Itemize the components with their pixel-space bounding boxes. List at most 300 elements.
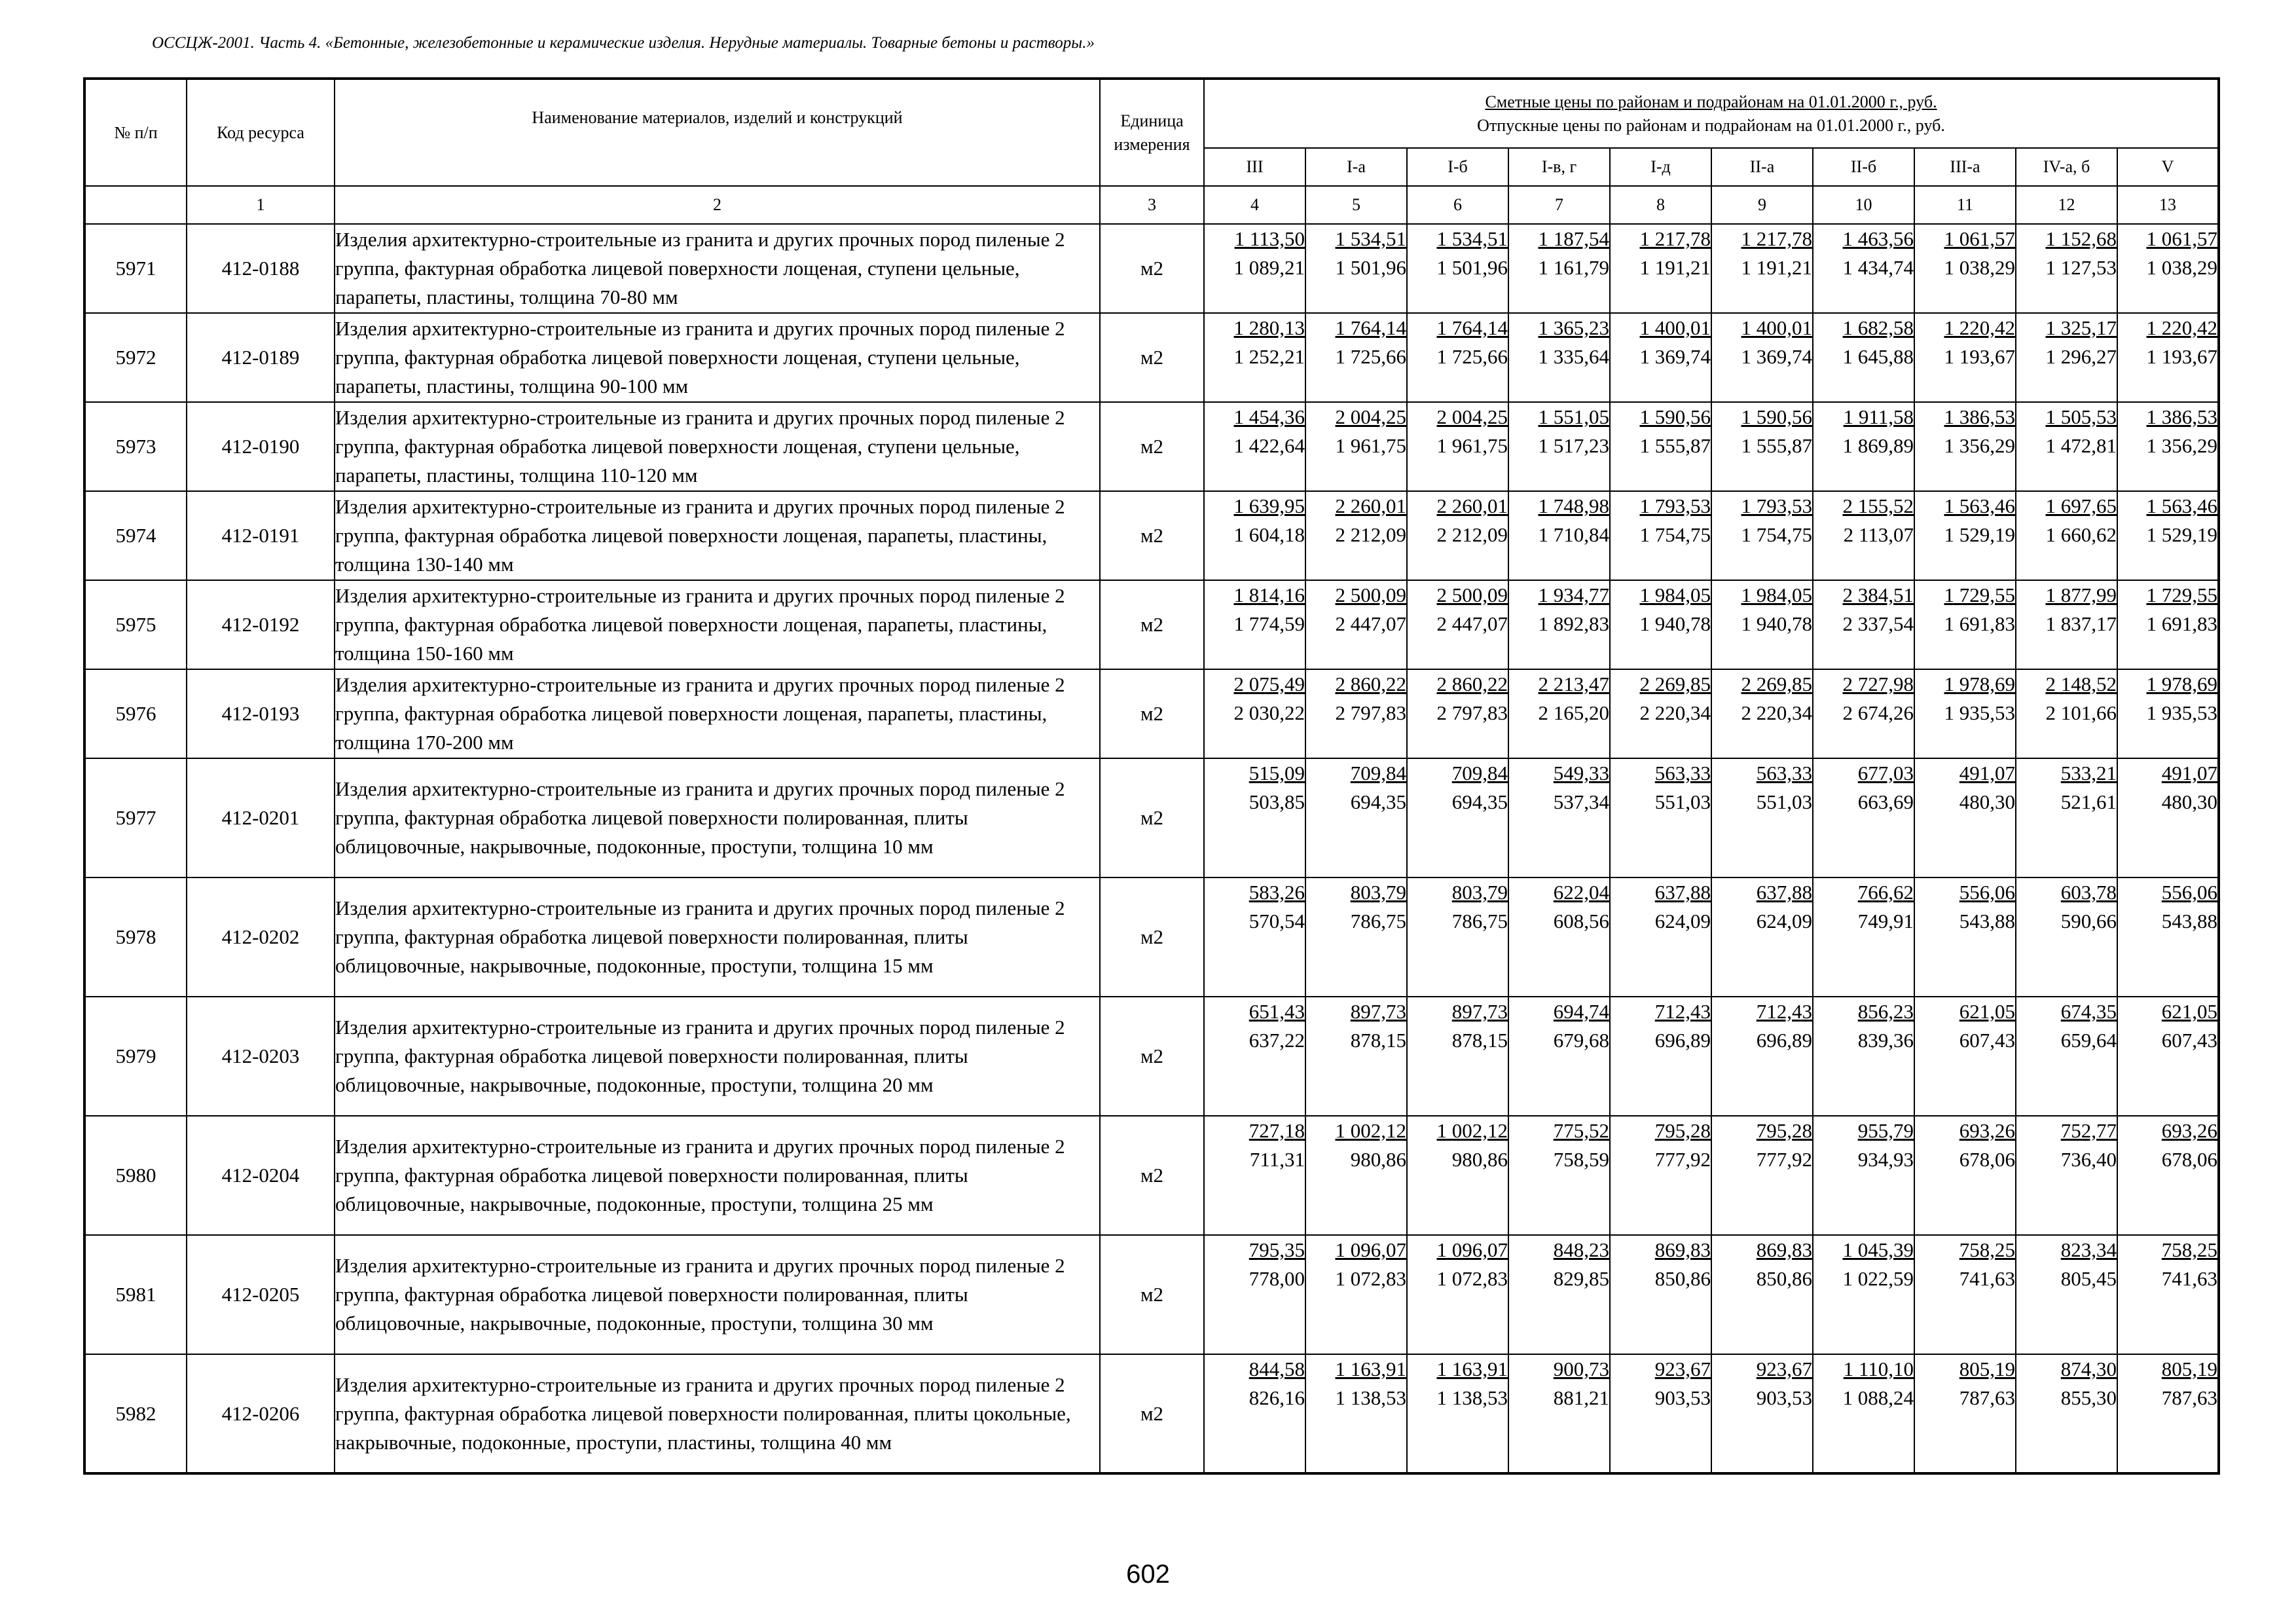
header-region: V [2117, 148, 2219, 186]
column-number: 2 [335, 186, 1100, 224]
price-cell [1305, 1354, 1407, 1473]
price-cell [1508, 491, 1610, 580]
unit-of-measure: м2 [1100, 402, 1204, 491]
estimate-price: 563,33 [1756, 762, 1812, 784]
price-cell [1711, 580, 1813, 669]
price-cell [2117, 313, 2219, 402]
estimate-price: 637,88 [1654, 881, 1711, 904]
estimate-price: 1 386,53 [1944, 405, 2015, 428]
estimate-price: 1 061,57 [2146, 227, 2218, 250]
price-cell [1813, 491, 1914, 580]
row-number: 5975 [84, 580, 187, 669]
price-cell [2117, 491, 2219, 580]
estimate-price: 1 217,78 [1639, 227, 1711, 250]
release-price: 624,09 [1756, 910, 1812, 932]
release-price: 480,30 [1959, 790, 2015, 813]
release-price: 741,63 [2161, 1267, 2218, 1290]
release-price: 741,63 [1959, 1267, 2015, 1290]
column-number: 7 [1508, 186, 1610, 224]
estimate-price: 694,74 [1553, 1000, 1609, 1023]
release-price: 537,34 [1553, 790, 1609, 813]
release-price: 1 369,74 [1741, 345, 1812, 368]
estimate-price: 803,79 [1350, 881, 1406, 904]
price-cell [1407, 313, 1508, 402]
price-cell [1813, 580, 1914, 669]
price-cell [1508, 997, 1610, 1116]
row-number: 5974 [84, 491, 187, 580]
release-price: 1 088,24 [1842, 1386, 1914, 1409]
estimate-price: 758,25 [1959, 1238, 2015, 1261]
estimate-price: 2 260,01 [1436, 494, 1508, 517]
material-name: Изделия архитектурно-строительные из гранита и других прочных пород пиленые 2 группа, фактурная обработка лицевой поверхности лощеная, ступени цельные, парапеты, пластины, толщина 70-80 мм [335, 224, 1100, 313]
estimate-price: 1 280,13 [1233, 316, 1305, 339]
estimate-price: 1 220,42 [2146, 316, 2218, 339]
price-cell [1914, 580, 2016, 669]
release-price: 1 725,66 [1335, 345, 1406, 368]
release-price: 608,56 [1553, 910, 1609, 932]
column-number: 12 [2016, 186, 2117, 224]
header-num: № п/п [84, 79, 187, 186]
release-price: 1 529,19 [2146, 523, 2218, 546]
release-price: 787,63 [1959, 1386, 2015, 1409]
release-price: 777,92 [1654, 1148, 1711, 1171]
header-region: I-д [1610, 148, 1711, 186]
release-price: 878,15 [1350, 1029, 1406, 1052]
column-number: 13 [2117, 186, 2219, 224]
estimate-price: 1 113,50 [1234, 227, 1305, 250]
release-price: 1 555,87 [1741, 434, 1812, 457]
row-number: 5978 [84, 877, 187, 997]
release-price: 1 089,21 [1233, 256, 1305, 279]
row-number: 5971 [84, 224, 187, 313]
estimate-price: 1 463,56 [1842, 227, 1914, 250]
release-price: 696,89 [1654, 1029, 1711, 1052]
release-price: 1 252,21 [1233, 345, 1305, 368]
row-number: 5979 [84, 997, 187, 1116]
price-cell [1914, 669, 2016, 758]
row-number: 5980 [84, 1116, 187, 1235]
estimate-price: 1 877,99 [2045, 583, 2117, 606]
resource-code: 412-0191 [187, 491, 335, 580]
row-number: 5981 [84, 1235, 187, 1354]
running-head: ОССЦЖ-2001. Часть 4. «Бетонные, железобетонные и керамические изделия. Нерудные материалы. Товарные бетоны и растворы.» [152, 34, 1095, 52]
column-number: 6 [1407, 186, 1508, 224]
price-cell [1407, 1116, 1508, 1235]
estimate-price: 795,28 [1756, 1119, 1812, 1142]
estimate-price: 1 220,42 [1944, 316, 2015, 339]
header-region: I-а [1305, 148, 1407, 186]
estimate-price: 1 639,95 [1233, 494, 1305, 517]
price-cell [1914, 224, 2016, 313]
estimate-price: 1 110,10 [1843, 1357, 1914, 1380]
release-price: 1 193,67 [1944, 345, 2015, 368]
estimate-price: 1 590,56 [1741, 405, 1812, 428]
estimate-price: 1 163,91 [1436, 1357, 1508, 1380]
estimate-price: 1 534,51 [1335, 227, 1406, 250]
release-price: 659,64 [2060, 1029, 2117, 1052]
column-number: 5 [1305, 186, 1407, 224]
release-price: 749,91 [1857, 910, 1914, 932]
price-cell [1914, 313, 2016, 402]
estimate-price: 677,03 [1857, 762, 1914, 784]
release-price: 1 356,29 [2146, 434, 2218, 457]
column-number: 11 [1914, 186, 2016, 224]
estimate-price: 1 386,53 [2146, 405, 2218, 428]
estimate-price: 1 534,51 [1436, 227, 1508, 250]
price-cell [1305, 877, 1407, 997]
release-price: 694,35 [1350, 790, 1406, 813]
estimate-price: 1 400,01 [1639, 316, 1711, 339]
price-cell [1711, 997, 1813, 1116]
price-cell [2117, 580, 2219, 669]
estimate-price: 2 075,49 [1233, 673, 1305, 695]
table-row [84, 1235, 2219, 1354]
release-price: 2 447,07 [1335, 612, 1406, 635]
estimate-price: 2 260,01 [1335, 494, 1406, 517]
estimate-price: 1 002,12 [1335, 1119, 1406, 1142]
estimate-price: 2 500,09 [1436, 583, 1508, 606]
header-release-prices: Отпускные цены по районам и подрайонам на 01.01.2000 г., руб. [1477, 115, 1945, 135]
price-cell [1711, 1354, 1813, 1473]
price-cell [2117, 1354, 2219, 1473]
price-cell [2016, 402, 2117, 491]
estimate-price: 1 061,57 [1944, 227, 2015, 250]
price-cell [1610, 313, 1711, 402]
price-cell [1204, 491, 1305, 580]
release-price: 1 356,29 [1944, 434, 2015, 457]
resource-code: 412-0204 [187, 1116, 335, 1235]
release-price: 607,43 [1959, 1029, 2015, 1052]
estimate-price: 795,28 [1654, 1119, 1711, 1142]
release-price: 826,16 [1248, 1386, 1305, 1409]
release-price: 551,03 [1756, 790, 1812, 813]
release-price: 2 797,83 [1335, 701, 1406, 724]
price-cell [1407, 580, 1508, 669]
release-price: 679,68 [1553, 1029, 1609, 1052]
estimate-price: 603,78 [2060, 881, 2117, 904]
release-price: 786,75 [1451, 910, 1508, 932]
price-cell [1407, 402, 1508, 491]
release-price: 678,06 [2161, 1148, 2218, 1171]
price-cell [1204, 313, 1305, 402]
unit-of-measure: м2 [1100, 224, 1204, 313]
estimate-price: 563,33 [1654, 762, 1711, 784]
price-cell [1204, 758, 1305, 877]
estimate-price: 805,19 [2161, 1357, 2218, 1380]
estimate-price: 923,67 [1756, 1357, 1812, 1380]
estimate-price: 1 217,78 [1741, 227, 1812, 250]
price-cell [1305, 402, 1407, 491]
header-prices [1204, 79, 2219, 148]
column-number: 1 [187, 186, 335, 224]
table-row [84, 313, 2219, 402]
price-cell [2016, 224, 2117, 313]
estimate-price: 1 551,05 [1538, 405, 1609, 428]
resource-code: 412-0193 [187, 669, 335, 758]
estimate-price: 775,52 [1553, 1119, 1609, 1142]
estimate-price: 712,43 [1654, 1000, 1711, 1023]
estimate-price: 1 002,12 [1436, 1119, 1508, 1142]
table-row [84, 224, 2219, 313]
estimate-price: 637,88 [1756, 881, 1812, 904]
estimate-price: 869,83 [1756, 1238, 1812, 1261]
unit-of-measure: м2 [1100, 1354, 1204, 1473]
header-name: Наименование материалов, изделий и конструкций [335, 79, 1100, 186]
estimate-price: 2 213,47 [1538, 673, 1609, 695]
release-price: 521,61 [2060, 790, 2117, 813]
price-cell [1305, 758, 1407, 877]
estimate-price: 795,35 [1248, 1238, 1305, 1261]
release-price: 1 072,83 [1436, 1267, 1508, 1290]
estimate-price: 2 860,22 [1436, 673, 1508, 695]
estimate-price: 897,73 [1451, 1000, 1508, 1023]
release-price: 1 127,53 [2045, 256, 2117, 279]
release-price: 878,15 [1451, 1029, 1508, 1052]
estimate-price: 549,33 [1553, 762, 1609, 784]
estimate-price: 1 454,36 [1233, 405, 1305, 428]
price-cell [1914, 1116, 2016, 1235]
price-cell [1407, 224, 1508, 313]
release-price: 1 660,62 [2045, 523, 2117, 546]
estimate-price: 1 814,16 [1233, 583, 1305, 606]
estimate-price: 709,84 [1451, 762, 1508, 784]
estimate-price: 1 729,55 [1944, 583, 2015, 606]
material-name: Изделия архитектурно-строительные из гранита и других прочных пород пиленые 2 группа, фактурная обработка лицевой поверхности полированная, плиты цокольные, накрывочные, подоконные, проступи, пластины, толщина 40 мм [335, 1354, 1100, 1473]
table-row [84, 758, 2219, 877]
estimate-price: 674,35 [2060, 1000, 2117, 1023]
release-price: 2 101,66 [2045, 701, 2117, 724]
price-cell [1610, 491, 1711, 580]
price-cell [2016, 1116, 2117, 1235]
table-row [84, 1116, 2219, 1235]
release-price: 1 754,75 [1741, 523, 1812, 546]
price-cell [1204, 1235, 1305, 1354]
estimate-price: 1 187,54 [1538, 227, 1609, 250]
price-cell [1610, 997, 1711, 1116]
price-cell [1610, 1235, 1711, 1354]
price-cell [1813, 402, 1914, 491]
colnum-empty [84, 186, 187, 224]
price-cell [1407, 1235, 1508, 1354]
estimate-price: 709,84 [1350, 762, 1406, 784]
release-price: 1 774,59 [1233, 612, 1305, 635]
release-price: 480,30 [2161, 790, 2218, 813]
price-cell [1813, 997, 1914, 1116]
estimate-price: 693,26 [1959, 1119, 2015, 1142]
release-price: 1 072,83 [1335, 1267, 1406, 1290]
price-cell [1813, 1235, 1914, 1354]
row-number: 5977 [84, 758, 187, 877]
price-cell [1508, 1235, 1610, 1354]
estimate-price: 621,05 [2161, 1000, 2218, 1023]
estimate-price: 1 934,77 [1538, 583, 1609, 606]
material-name: Изделия архитектурно-строительные из гранита и других прочных пород пиленые 2 группа, фактурная обработка лицевой поверхности лощеная, парапеты, пластины, толщина 170-200 мм [335, 669, 1100, 758]
price-cell [2117, 224, 2219, 313]
release-price: 1 517,23 [1538, 434, 1609, 457]
release-price: 551,03 [1654, 790, 1711, 813]
estimate-price: 712,43 [1756, 1000, 1812, 1023]
release-price: 1 935,53 [1944, 701, 2015, 724]
release-price: 696,89 [1756, 1029, 1812, 1052]
estimate-price: 2 860,22 [1335, 673, 1406, 695]
estimate-price: 2 727,98 [1842, 673, 1914, 695]
unit-of-measure: м2 [1100, 491, 1204, 580]
estimate-price: 758,25 [2161, 1238, 2218, 1261]
material-name: Изделия архитектурно-строительные из гранита и других прочных пород пиленые 2 группа, фактурная обработка лицевой поверхности полированная, плиты облицовочные, накрывочные, подоконные, проступи, толщина 30 мм [335, 1235, 1100, 1354]
release-price: 2 212,09 [1335, 523, 1406, 546]
estimate-price: 693,26 [2161, 1119, 2218, 1142]
estimate-price: 1 163,91 [1335, 1357, 1406, 1380]
release-price: 678,06 [1959, 1148, 2015, 1171]
release-price: 1 193,67 [2146, 345, 2218, 368]
release-price: 570,54 [1248, 910, 1305, 932]
estimate-price: 1 096,07 [1436, 1238, 1508, 1261]
release-price: 2 220,34 [1639, 701, 1711, 724]
estimate-price: 2 148,52 [2045, 673, 2117, 695]
estimate-price: 1 978,69 [1944, 673, 2015, 695]
estimate-price: 2 269,85 [1741, 673, 1812, 695]
unit-of-measure: м2 [1100, 313, 1204, 402]
price-cell [1711, 758, 1813, 877]
release-price: 850,86 [1654, 1267, 1711, 1290]
estimate-price: 1 764,14 [1436, 316, 1508, 339]
price-cell [1610, 877, 1711, 997]
release-price: 2 030,22 [1233, 701, 1305, 724]
release-price: 1 869,89 [1842, 434, 1914, 457]
release-price: 1 892,83 [1538, 612, 1609, 635]
estimate-price: 556,06 [2161, 881, 2218, 904]
estimate-price: 622,04 [1553, 881, 1609, 904]
resource-code: 412-0201 [187, 758, 335, 877]
release-price: 711,31 [1249, 1148, 1305, 1171]
table-row [84, 1354, 2219, 1473]
price-cell [1813, 669, 1914, 758]
release-price: 1 161,79 [1538, 256, 1609, 279]
release-price: 1 022,59 [1842, 1267, 1914, 1290]
column-number: 9 [1711, 186, 1813, 224]
price-cell [1914, 758, 2016, 877]
estimate-price: 621,05 [1959, 1000, 2015, 1023]
price-cell [1204, 877, 1305, 997]
price-cell [1610, 758, 1711, 877]
row-number: 5976 [84, 669, 187, 758]
price-cell [1914, 877, 2016, 997]
estimate-price: 2 384,51 [1842, 583, 1914, 606]
estimate-price: 1 984,05 [1639, 583, 1711, 606]
price-cell [1305, 997, 1407, 1116]
column-number: 10 [1813, 186, 1914, 224]
release-price: 903,53 [1756, 1386, 1812, 1409]
release-price: 1 501,96 [1436, 256, 1508, 279]
price-cell [2117, 1235, 2219, 1354]
release-price: 903,53 [1654, 1386, 1711, 1409]
price-cell [1204, 402, 1305, 491]
price-cell [1711, 669, 1813, 758]
price-cell [1407, 877, 1508, 997]
price-cell [1407, 491, 1508, 580]
unit-of-measure: м2 [1100, 580, 1204, 669]
resource-code: 412-0190 [187, 402, 335, 491]
estimate-price: 1 563,46 [1944, 494, 2015, 517]
release-price: 805,45 [2060, 1267, 2117, 1290]
price-cell [1813, 224, 1914, 313]
price-cell [1305, 313, 1407, 402]
estimate-price: 823,34 [2060, 1238, 2117, 1261]
estimate-price: 869,83 [1654, 1238, 1711, 1261]
column-number: 3 [1100, 186, 1204, 224]
release-price: 850,86 [1756, 1267, 1812, 1290]
header-region: III-а [1914, 148, 2016, 186]
row-number: 5982 [84, 1354, 187, 1473]
estimate-price: 1 045,39 [1842, 1238, 1914, 1261]
release-price: 1 604,18 [1233, 523, 1305, 546]
price-cell [1305, 1235, 1407, 1354]
price-cell [1204, 1116, 1305, 1235]
resource-code: 412-0192 [187, 580, 335, 669]
release-price: 1 369,74 [1639, 345, 1711, 368]
header-region: II-а [1711, 148, 1813, 186]
price-cell [1914, 1354, 2016, 1473]
estimate-price: 583,26 [1248, 881, 1305, 904]
estimate-price: 1 325,17 [2045, 316, 2117, 339]
price-cell [1711, 877, 1813, 997]
release-price: 1 837,17 [2045, 612, 2117, 635]
release-price: 2 337,54 [1842, 612, 1914, 635]
estimate-price: 556,06 [1959, 881, 2015, 904]
release-price: 758,59 [1553, 1148, 1609, 1171]
material-name: Изделия архитектурно-строительные из гранита и других прочных пород пиленые 2 группа, фактурная обработка лицевой поверхности лощеная, парапеты, пластины, толщина 130-140 мм [335, 491, 1100, 580]
row-number: 5972 [84, 313, 187, 402]
estimate-price: 2 155,52 [1842, 494, 1914, 517]
price-cell [1508, 669, 1610, 758]
price-cell [1305, 491, 1407, 580]
resource-code: 412-0188 [187, 224, 335, 313]
price-cell [1914, 491, 2016, 580]
release-price: 1 529,19 [1944, 523, 2015, 546]
column-number: 8 [1610, 186, 1711, 224]
price-cell [1508, 1116, 1610, 1235]
release-price: 736,40 [2060, 1148, 2117, 1171]
estimate-price: 766,62 [1857, 881, 1914, 904]
release-price: 1 138,53 [1335, 1386, 1406, 1409]
table-row [84, 997, 2219, 1116]
release-price: 624,09 [1654, 910, 1711, 932]
price-cell [1610, 580, 1711, 669]
price-cell [2117, 877, 2219, 997]
release-price: 829,85 [1553, 1267, 1609, 1290]
estimate-price: 1 793,53 [1741, 494, 1812, 517]
release-price: 503,85 [1248, 790, 1305, 813]
header-code: Код ресурса [187, 79, 335, 186]
price-cell [1407, 758, 1508, 877]
material-name: Изделия архитектурно-строительные из гранита и других прочных пород пиленые 2 группа, фактурная обработка лицевой поверхности лощеная, парапеты, пластины, толщина 150-160 мм [335, 580, 1100, 669]
release-price: 2 447,07 [1436, 612, 1508, 635]
estimate-price: 1 978,69 [2146, 673, 2218, 695]
price-cell [2016, 758, 2117, 877]
release-price: 1 038,29 [1944, 256, 2015, 279]
price-cell [1813, 313, 1914, 402]
price-cell [2016, 1354, 2117, 1473]
material-name: Изделия архитектурно-строительные из гранита и других прочных пород пиленые 2 группа, фактурная обработка лицевой поверхности полированная, плиты облицовочные, накрывочные, подоконные, проступи, толщина 20 мм [335, 997, 1100, 1116]
release-price: 1 710,84 [1538, 523, 1609, 546]
estimate-price: 955,79 [1857, 1119, 1914, 1142]
price-cell [1204, 669, 1305, 758]
price-cell [1204, 997, 1305, 1116]
estimate-price: 1 365,23 [1538, 316, 1609, 339]
resource-code: 412-0202 [187, 877, 335, 997]
release-price: 543,88 [1959, 910, 2015, 932]
estimate-price: 1 729,55 [2146, 583, 2218, 606]
